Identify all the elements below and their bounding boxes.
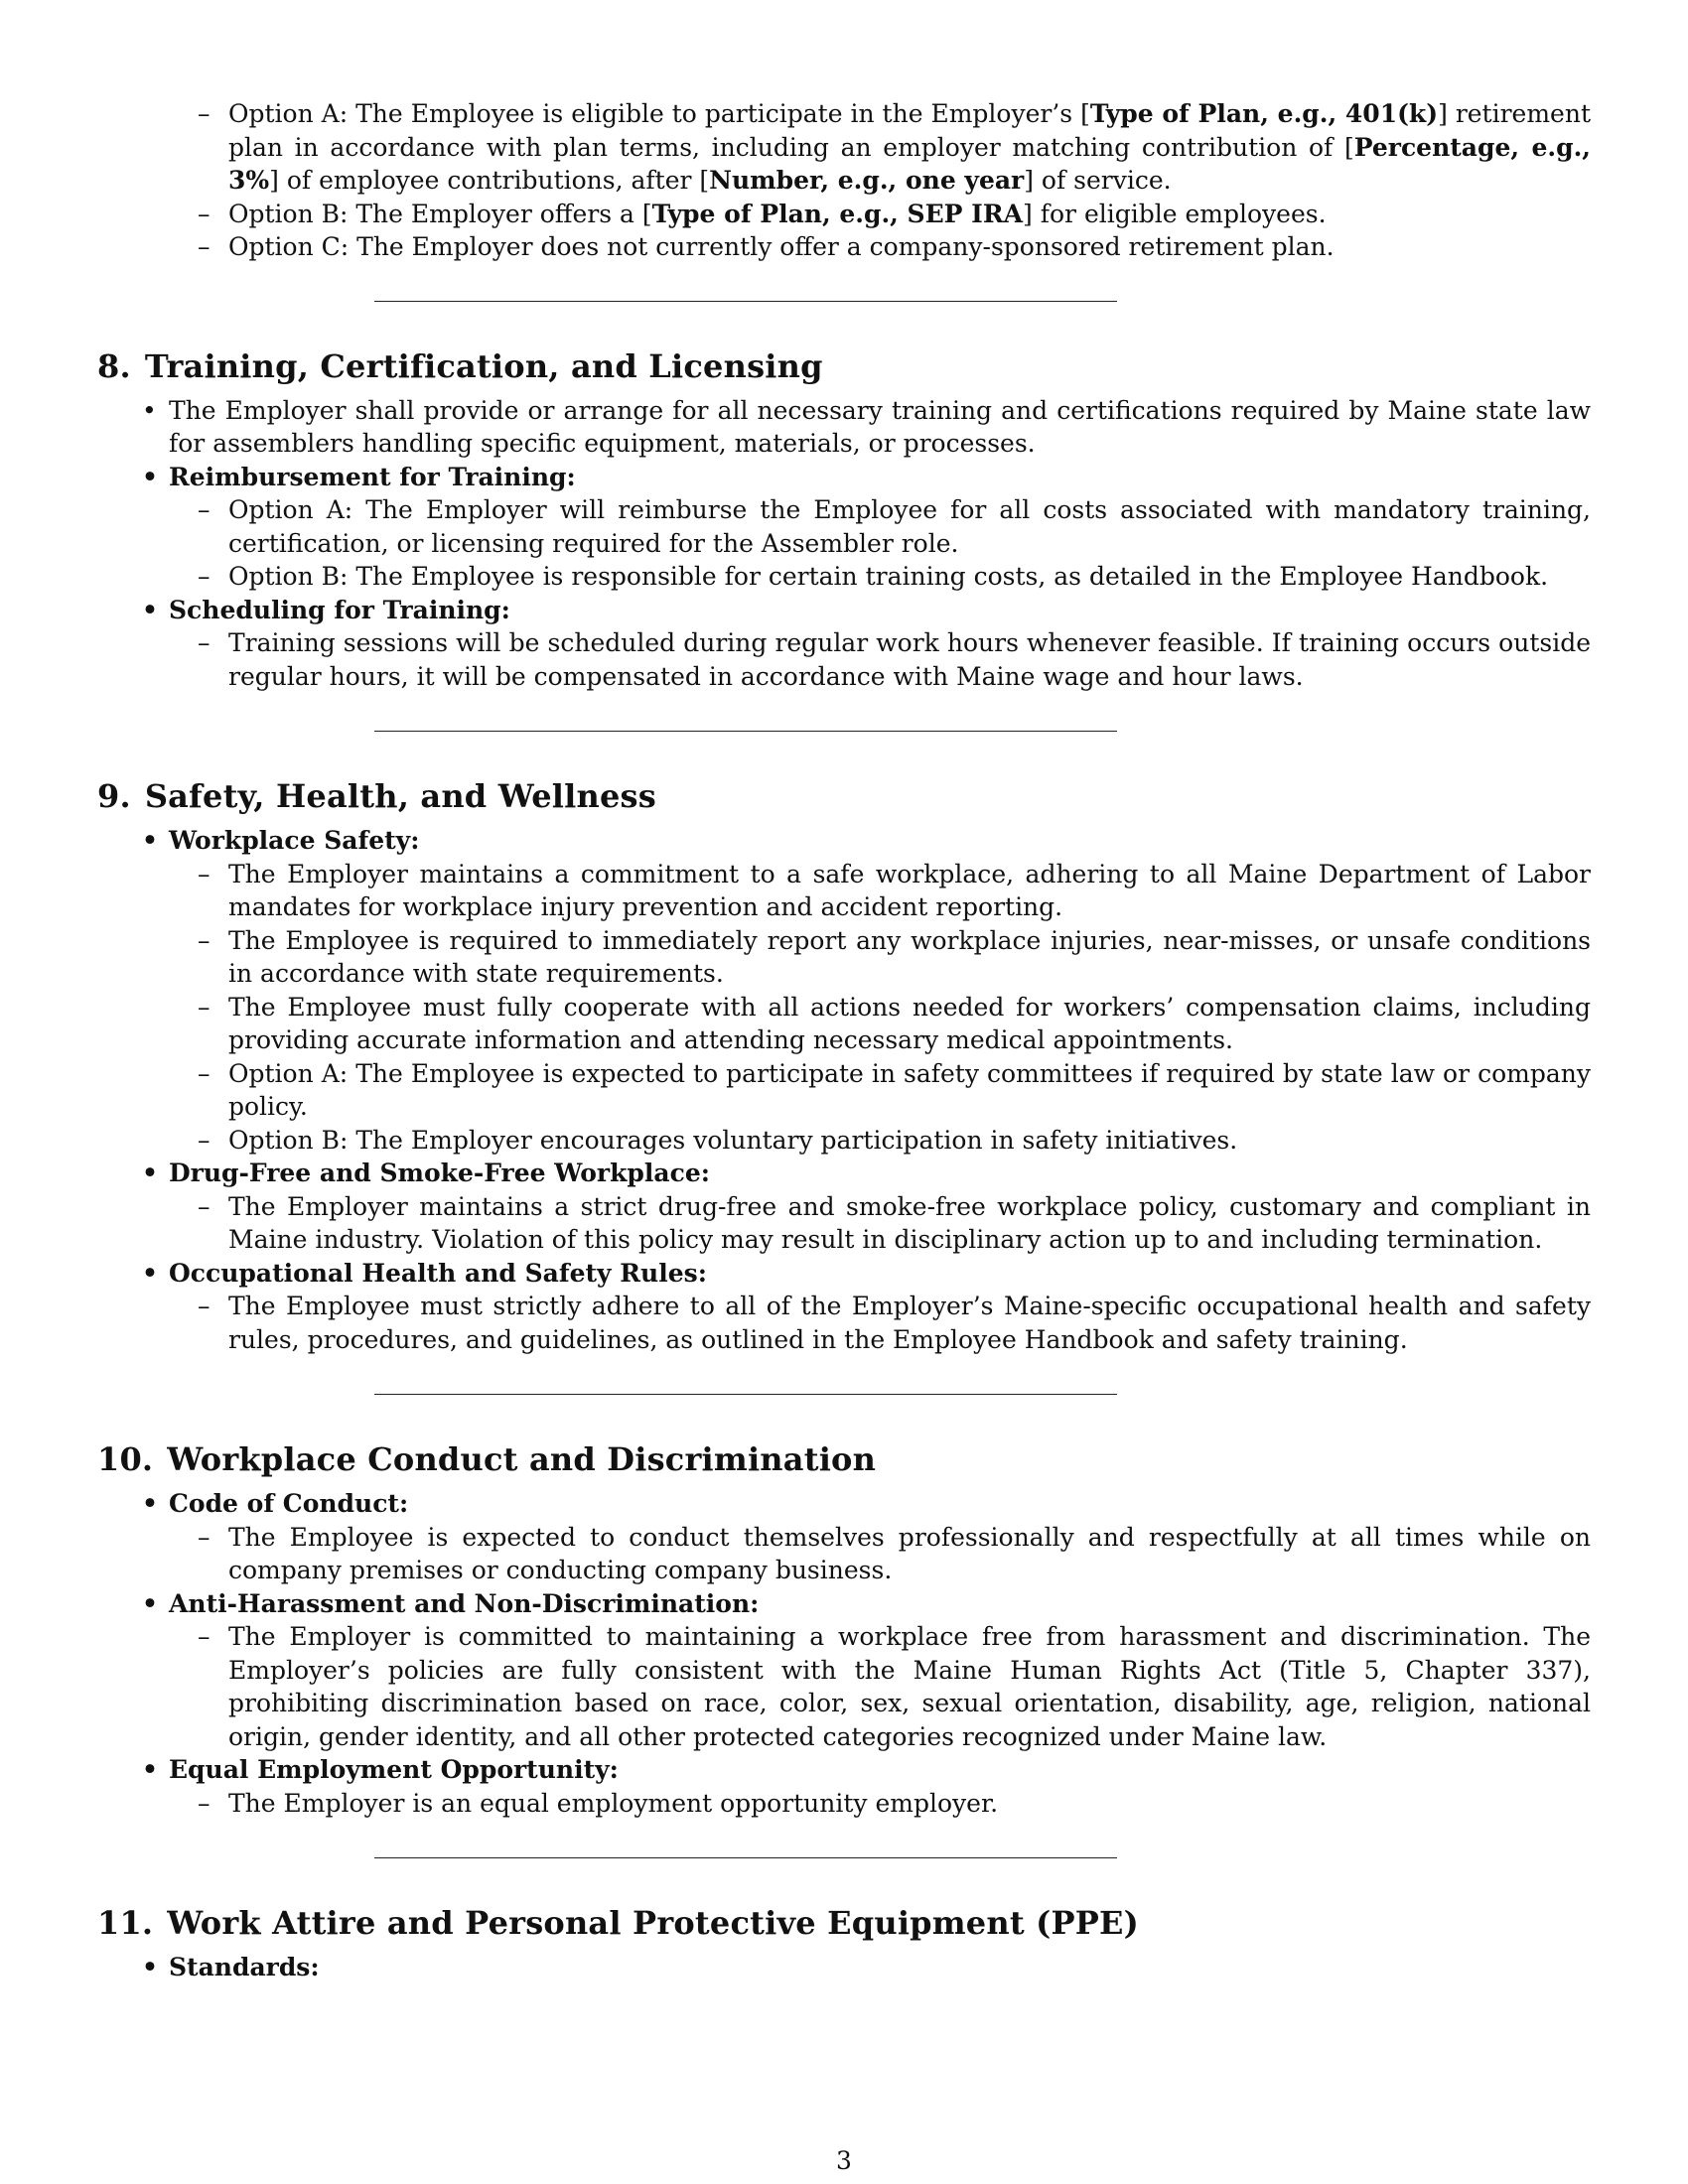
list-label: • Code of Conduct: — [169, 1487, 1591, 1521]
page-content — [99, 97, 1591, 1984]
list-label: • Workplace Safety: — [169, 824, 1591, 858]
section-title: Safety, Health, and Wellness — [144, 777, 656, 815]
page-number: 3 — [836, 2146, 852, 2175]
list-item: – The Employer maintains a commitment to a safe workplace, adhering to all Maine Department of Labor mandates for workplace injury prevention and accident reporting. — [228, 858, 1591, 924]
list-item: – The Employee is expected to conduct themselves professionally and respectfully at all times while on company premises or conducting company business. — [228, 1521, 1591, 1587]
list-item: – The Employer is committed to maintaining a workplace free from harassment and discrimination. The Employer’s policies are fully consistent with the Maine Human Rights Act (Title 5, Chapter 337), prohibiting discrimination based on race, color, sex, sexual orientation, disability, age, religion, national origin, gender identity, and all other protected categories recognized under Maine law. — [228, 1620, 1591, 1753]
list-item: – Option B: The Employer offers a [Type of Plan, e.g., SEP IRA] for eligible employees. — [228, 198, 1591, 231]
section-title: Workplace Conduct and Discrimination — [167, 1440, 877, 1478]
list-item: – Training sessions will be scheduled during regular work hours whenever feasible. If training occurs outside regular hours, it will be compensated in accordance with Maine wage and hour laws. — [228, 626, 1591, 693]
list-label: • Occupational Health and Safety Rules: — [169, 1257, 1591, 1291]
list-item: • The Employer shall provide or arrange for all necessary training and certifications required by Maine state law for assemblers handling specific equipment, materials, or processes. — [169, 394, 1591, 461]
list-item: – Option A: The Employee is expected to participate in safety committees if required by state law or company policy. — [228, 1057, 1591, 1124]
list-item: – Option A: The Employee is eligible to participate in the Employer’s [Type of Plan, e.g., 401(k)] retirement plan in accordance with plan terms, including an employer matching contribution of [Percentage, e.g., 3%] of employee contributions, after [Number, e.g., one year] of service. — [228, 97, 1591, 198]
section-divider — [374, 731, 1117, 732]
section-divider — [374, 1394, 1117, 1395]
section-divider — [374, 1857, 1117, 1858]
list-label: • Anti-Harassment and Non-Discrimination: — [169, 1587, 1591, 1621]
list-item: – Option C: The Employer does not currently offer a company-sponsored retirement plan. — [228, 230, 1591, 264]
list-label: • Standards: — [169, 1951, 1591, 1984]
section-heading-11: 11. Work Attire and Personal Protective Equipment (PPE) — [97, 1904, 1139, 1942]
section-heading-9: 9. Safety, Health, and Wellness — [97, 777, 656, 815]
list-item: – The Employee is required to immediately report any workplace injuries, near-misses, or unsafe conditions in accordance with state requirements. — [228, 924, 1591, 991]
list-label: • Drug-Free and Smoke-Free Workplace: — [169, 1157, 1591, 1190]
list-item: – Option A: The Employer will reimburse the Employee for all costs associated with mandatory training, certification, or licensing required for the Assembler role. — [228, 493, 1591, 560]
list-item: – The Employer maintains a strict drug-free and smoke-free workplace policy, customary and compliant in Maine industry. Violation of this policy may result in disciplinary action up to and including termination. — [228, 1190, 1591, 1257]
section-10-list — [99, 1487, 1591, 1820]
section-heading-8: 8. Training, Certification, and Licensing — [97, 346, 823, 385]
retirement-options-list — [99, 97, 1591, 264]
list-item: – The Employer is an equal employment opportunity employer. — [228, 1787, 1591, 1821]
list-label: • Equal Employment Opportunity: — [169, 1753, 1591, 1787]
section-heading-10: 10. Workplace Conduct and Discrimination — [97, 1440, 877, 1478]
list-item: – The Employee must strictly adhere to all of the Employer’s Maine-specific occupational health and safety rules, procedures, and guidelines, as outlined in the Employee Handbook and safety training. — [228, 1290, 1591, 1356]
section-title: Training, Certification, and Licensing — [144, 346, 823, 385]
section-8-list — [99, 394, 1591, 694]
section-title: Work Attire and Personal Protective Equipment (PPE) — [167, 1904, 1139, 1942]
section-divider — [374, 301, 1117, 302]
list-label: • Scheduling for Training: — [169, 594, 1591, 627]
list-item: – Option B: The Employer encourages voluntary participation in safety initiatives. — [228, 1124, 1591, 1158]
section-9-list — [99, 824, 1591, 1356]
list-label: • Reimbursement for Training: — [169, 461, 1591, 494]
section-11-list — [99, 1951, 1591, 1984]
list-item: – The Employee must fully cooperate with all actions needed for workers’ compensation claims, including providing accurate information and attending necessary medical appointments. — [228, 991, 1591, 1057]
list-item: – Option B: The Employee is responsible for certain training costs, as detailed in the Employee Handbook. — [228, 560, 1591, 594]
